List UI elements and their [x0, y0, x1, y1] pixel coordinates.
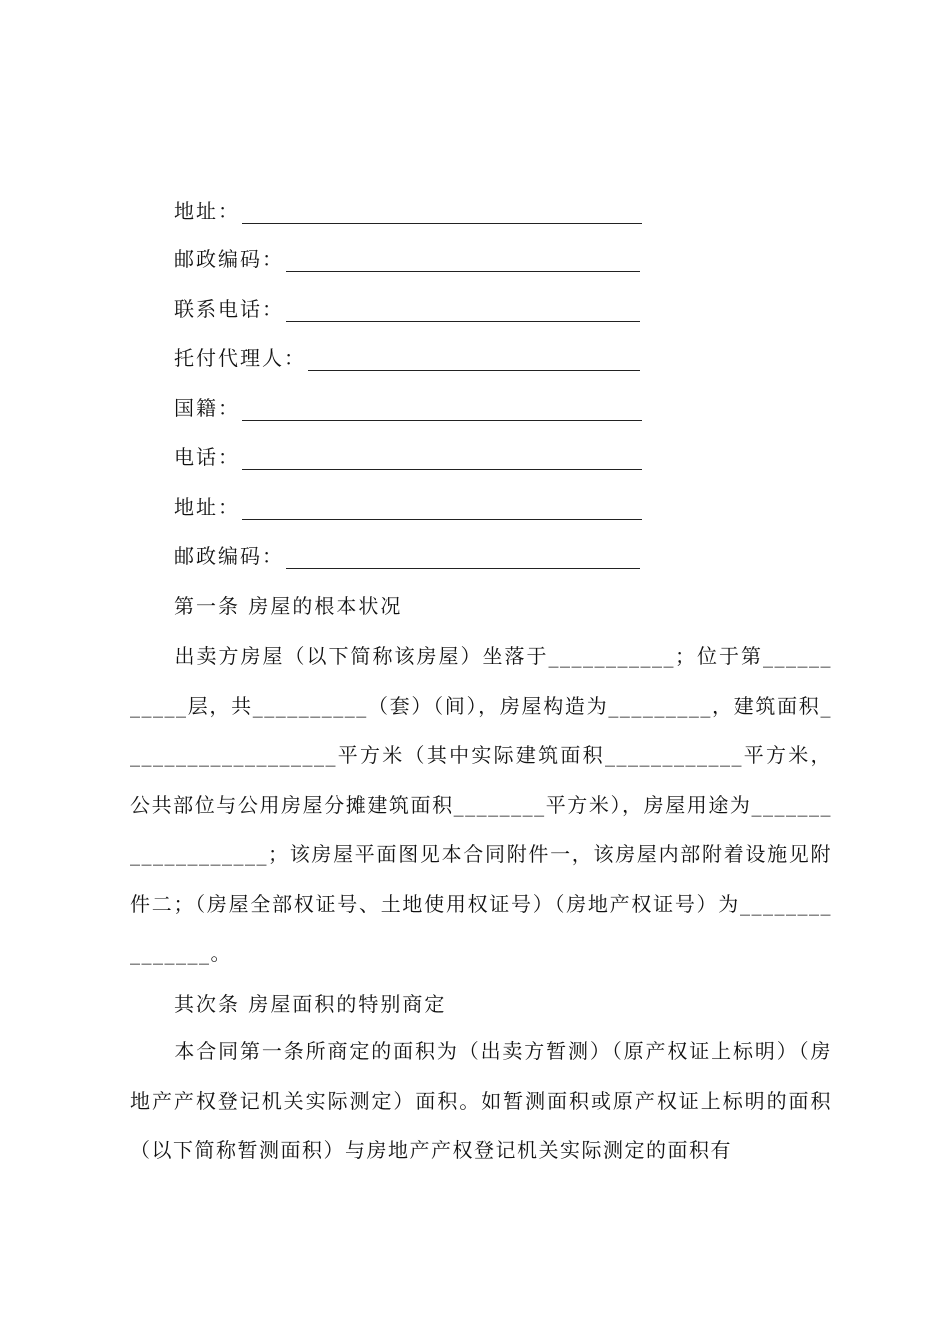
field-label: 邮政编码： — [174, 544, 284, 568]
address-field-2 — [174, 492, 642, 520]
address-blank[interactable] — [242, 201, 642, 224]
article-2-heading: 其次条 房屋面积的特别商定 — [174, 992, 447, 1016]
postal-code-blank[interactable] — [286, 249, 640, 272]
nationality-blank[interactable] — [242, 398, 642, 421]
field-label: 邮政编码： — [174, 247, 284, 271]
phone-blank[interactable] — [242, 447, 642, 470]
postal-code-field-2 — [174, 541, 640, 569]
field-label: 电话： — [174, 445, 240, 469]
field-label: 地址： — [174, 495, 240, 519]
field-label: 国籍： — [174, 396, 240, 420]
article-1-paragraph — [130, 632, 832, 979]
address-field — [174, 196, 642, 224]
postal-code-field — [174, 244, 640, 272]
nationality-field — [174, 393, 642, 421]
field-label: 托付代理人： — [174, 346, 306, 370]
contact-phone-blank[interactable] — [286, 299, 640, 322]
agent-field — [174, 343, 640, 371]
article-2-paragraph — [130, 1027, 832, 1176]
contact-phone-field — [174, 294, 640, 322]
postal-code-blank-2[interactable] — [286, 546, 640, 569]
article-1-text: 出卖方房屋（以下简称该房屋）坐落于___________；位于第___________层，共__________（套）（间），房屋构造为_________，建筑面积___________________平方米（其中实际建筑面积____________平方米，公共部位与公用房屋分摊建筑面积________平方米），房屋用途为___________________；该房屋平面图见本合同附件一，该房屋内部附着设施见附件二；（房屋全部权证号、土地使用权证号）（房地产权证号）为_______________。 — [130, 644, 832, 965]
address-blank-2[interactable] — [242, 497, 642, 520]
phone-field — [174, 442, 642, 470]
article-1-heading: 第一条 房屋的根本状况 — [174, 594, 403, 618]
field-label: 地址： — [174, 199, 240, 223]
field-label: 联系电话： — [174, 297, 284, 321]
article-2-text: 本合同第一条所商定的面积为（出卖方暂测）（原产权证上标明）（房地产产权登记机关实际测定）面积。如暂测面积或原产权证上标明的面积（以下简称暂测面积）与房地产产权登记机关实际测定的面积有 — [130, 1039, 832, 1162]
agent-blank[interactable] — [308, 348, 640, 371]
